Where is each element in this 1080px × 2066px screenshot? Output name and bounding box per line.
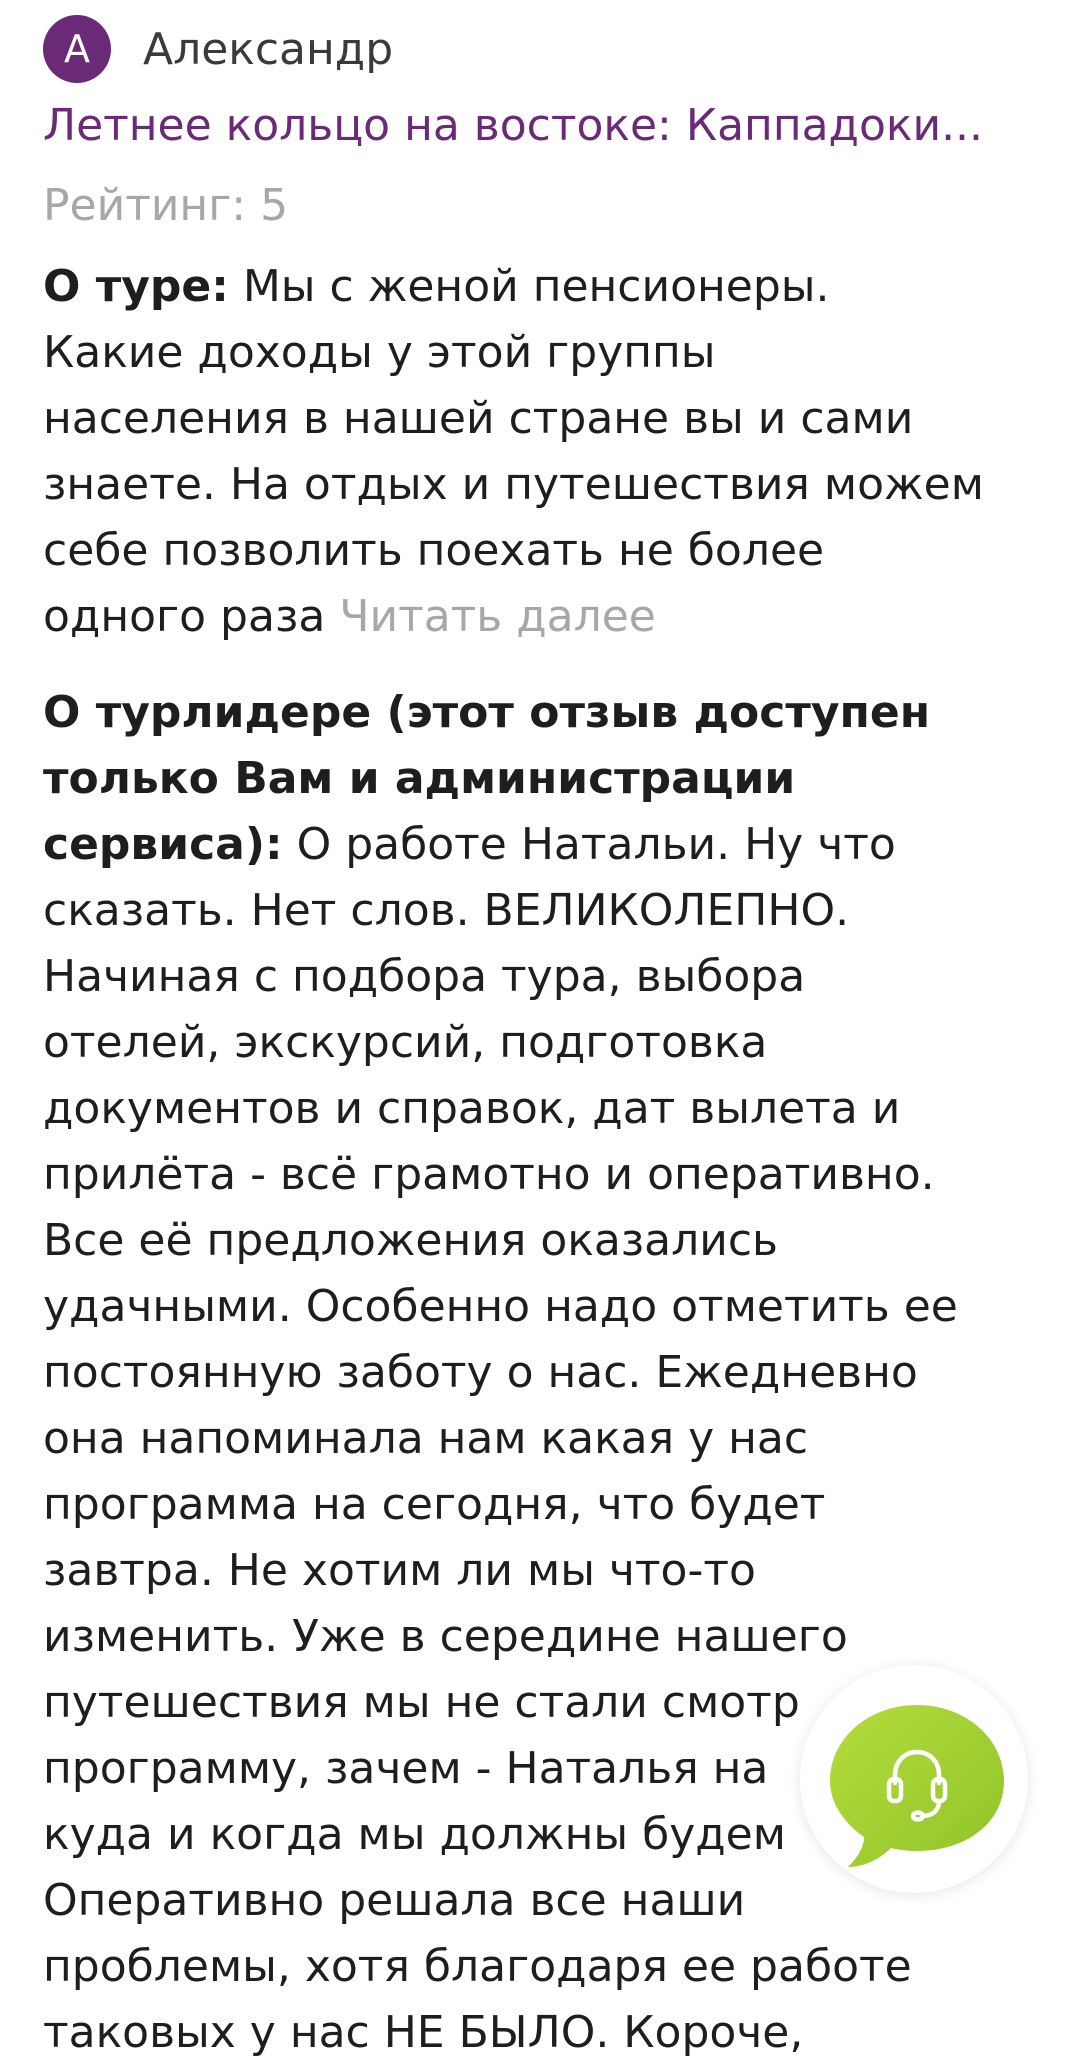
about-leader-label: О турлидере (этот отзыв доступен xyxy=(43,687,931,738)
about-leader-line: проблемы, хотя благодаря ее работе xyxy=(43,1941,912,1992)
support-button-wrap xyxy=(800,1665,1028,1893)
about-leader-label-line xyxy=(43,746,1043,812)
about-leader-line: программу, зачем - Наталья на xyxy=(43,1743,769,1794)
about-leader-line: Начиная с подбора тура, выбора xyxy=(43,951,806,1002)
about-tour-section xyxy=(43,254,1043,650)
support-chat-button[interactable] xyxy=(824,1701,1010,1869)
about-leader-label: только Вам и администрации xyxy=(43,753,796,804)
about-leader-line: Оперативно решала все наши xyxy=(43,1875,746,1926)
about-leader-line: она напоминала нам какая у нас xyxy=(43,1413,809,1464)
about-leader-line: куда и когда мы должны будем xyxy=(43,1809,786,1860)
about-tour-line: Какие доходы у этой группы xyxy=(43,327,716,378)
about-leader-line: сказать. Нет слов. ВЕЛИКОЛЕПНО. xyxy=(43,885,850,936)
about-leader-line: изменить. Уже в середине нашего xyxy=(43,1611,848,1662)
about-tour-line xyxy=(43,254,1043,320)
about-leader-label-line xyxy=(43,680,1043,746)
about-leader-line: постоянную заботу о нас. Ежедневно xyxy=(43,1347,918,1398)
author-row xyxy=(43,14,393,84)
author-name: Александр xyxy=(143,23,394,75)
about-leader-line: удачными. Особенно надо отметить ее xyxy=(43,1281,958,1332)
about-tour-line: населения в нашей стране вы и сами xyxy=(43,393,914,444)
about-leader-line xyxy=(43,812,1043,878)
about-leader-line: документов и справок, дат вылета и xyxy=(43,1083,901,1134)
about-tour-line: себе позволить поехать не более xyxy=(43,525,825,576)
about-leader-line: отелей, экскурсий, подготовка xyxy=(43,1017,768,1068)
about-leader-line: программа на сегодня, что будет xyxy=(43,1479,826,1530)
about-tour-label: О туре: xyxy=(43,261,229,312)
rating: Рейтинг: 5 xyxy=(43,180,289,231)
read-more-link[interactable]: Читать далее xyxy=(339,591,656,642)
about-leader-line: путешествия мы не стали смотр xyxy=(43,1677,800,1728)
avatar: А xyxy=(43,15,111,83)
about-tour-text: Мы с женой пенсионеры. xyxy=(242,261,830,312)
about-leader-line: Все её предложения оказались xyxy=(43,1215,778,1266)
headset-icon xyxy=(824,1701,1010,1869)
about-tour-text: одного раза xyxy=(43,591,326,642)
about-leader-text: О работе Натальи. Ну что xyxy=(296,819,896,870)
about-tour-line: знаете. На отдых и путешествия можем xyxy=(43,459,984,510)
about-leader-label: сервиса): xyxy=(43,819,283,870)
about-leader-line: прилёта - всё грамотно и оперативно. xyxy=(43,1149,935,1200)
about-tour-line xyxy=(43,584,1043,650)
about-leader-line: завтра. Не хотим ли мы что-то xyxy=(43,1545,756,1596)
tour-title-link[interactable]: Летнее кольцо на востоке: Каппадоки... xyxy=(43,100,984,151)
about-leader-line: таковых у нас НЕ БЫЛО. Короче, xyxy=(43,2007,804,2058)
